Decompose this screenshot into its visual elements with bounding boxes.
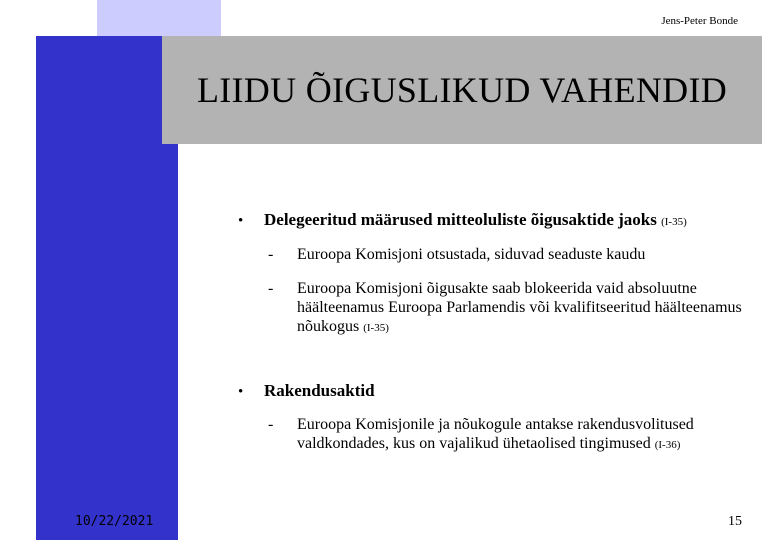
dash-marker: - [268,280,274,297]
reference: (I-35) [363,322,389,334]
bullet-text: Delegeeritud määrused mitteoluliste õigusaktide jaoks [264,210,657,229]
bullet-marker: • [238,213,244,229]
slide-title: LIIDU ÕIGUSLIKUD VAHENDID [196,70,728,110]
sub-item-text: Euroopa Komisjoni õigusakte saab blokeerida vaid absoluutne häälteenamus Euroopa Parlamendis või kvalifitseeritud häälteenamus nõukogus [297,280,742,335]
decorative-blue-block [36,36,178,540]
reference: (I-36) [654,439,681,451]
dash-marker: - [268,416,274,433]
author-name: Jens-Peter Bonde [661,15,738,27]
sub-item-2-1 [268,415,748,455]
sub-item-1-2 [268,279,748,338]
bullet-item-2 [238,381,375,401]
content-area [178,144,762,540]
page-number: 15 [728,514,742,529]
reference: (I-35) [661,216,687,228]
sub-item-1-1 [268,245,748,264]
bullet-text: Rakendusaktid [264,381,375,400]
sub-item-text: Euroopa Komisjoni otsustada, siduvad seaduste kaudu [297,246,646,263]
bullet-marker: • [238,384,244,400]
slide-date: 10/22/2021 [75,514,154,529]
sub-item-text: Euroopa Komisjonile ja nõukogule antakse rakendusvolitused valdkondades, kus on vajalikud ühetaolised tingimused [297,416,694,452]
dash-marker: - [268,246,274,263]
bullet-item-1 [238,210,687,230]
